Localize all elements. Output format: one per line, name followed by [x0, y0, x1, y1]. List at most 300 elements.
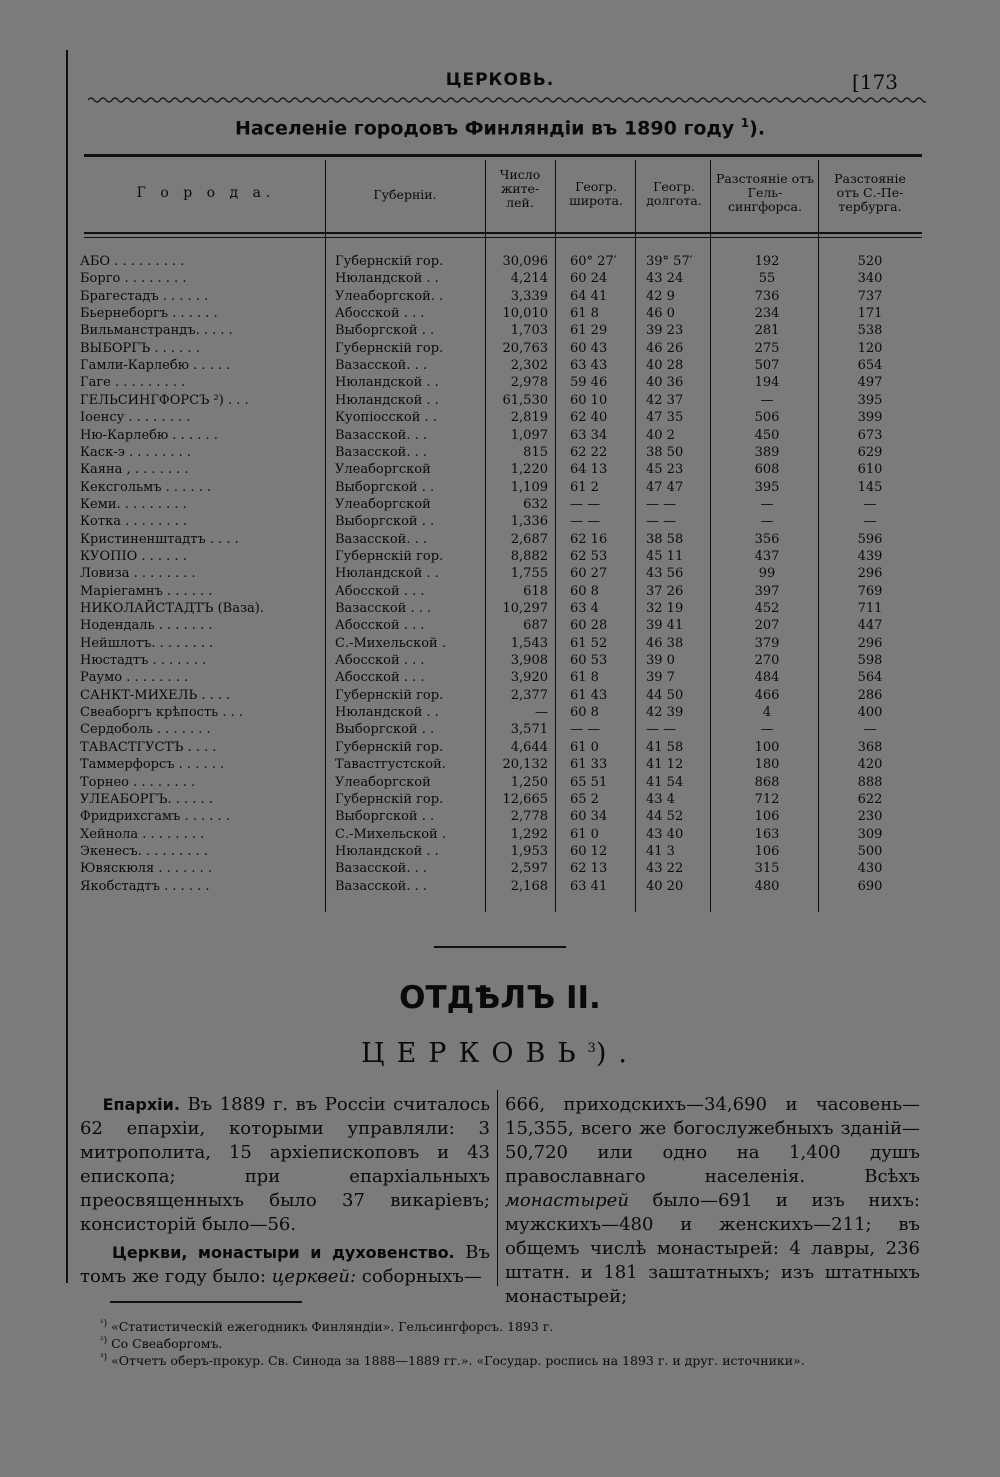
- cell-province: Абосской . . .: [335, 306, 425, 322]
- cell-longitude: 46 26: [646, 340, 684, 356]
- cell-city-name: Брагестадъ . . . . . .: [80, 288, 209, 304]
- cell-distance-helsingfors: 194: [754, 375, 780, 391]
- cell-longitude: 41 3: [646, 843, 675, 859]
- table-row: [0, 496, 1000, 513]
- cell-longitude: 39 7: [646, 670, 675, 686]
- table-row: [0, 392, 1000, 409]
- table-row: [0, 860, 1000, 877]
- cell-population: 10,297: [502, 601, 548, 616]
- cell-longitude: 44 52: [646, 809, 684, 825]
- table-row: [0, 357, 1000, 374]
- cell-longitude: 42 39: [646, 705, 684, 721]
- cell-distance-helsingfors: 270: [754, 653, 780, 669]
- table-row: [0, 305, 1000, 322]
- section-subtitle-note: 3: [587, 1041, 596, 1056]
- cell-population: 1,220: [510, 462, 548, 478]
- cell-distance-helsingfors: 389: [754, 444, 780, 460]
- cell-population: 3,908: [510, 653, 548, 669]
- cell-distance-helsingfors: 507: [754, 358, 780, 374]
- cell-latitude: — —: [570, 514, 601, 530]
- cell-distance-petersburg: 145: [857, 479, 883, 495]
- table-title-footnote-mark: 1: [740, 116, 750, 130]
- cell-city-name: Каяна , . . . . . . .: [80, 462, 189, 478]
- cell-distance-helsingfors: —: [760, 514, 774, 530]
- cell-city-name: Ню-Карлебю . . . . . .: [80, 427, 218, 443]
- cell-latitude: 60 34: [570, 809, 608, 825]
- cell-distance-helsingfors: 379: [754, 635, 780, 651]
- cell-province: Вазасской. . .: [335, 878, 427, 894]
- cell-city-name: Хейнола . . . . . . . .: [80, 826, 205, 842]
- cell-distance-petersburg: 439: [857, 548, 883, 564]
- col-header-lat: Геогр. широта.: [569, 179, 623, 208]
- paragraph-body: Въ томъ же году было:: [80, 1242, 490, 1287]
- cell-latitude: 61 0: [570, 826, 599, 842]
- cell-city-name: УЛЕАБОРГЪ. . . . . .: [80, 791, 213, 807]
- cell-latitude: 60 8: [570, 705, 599, 721]
- paragraph-eparchies: [80, 1093, 490, 1237]
- cell-city-name: Нюстадтъ . . . . . . .: [80, 653, 207, 669]
- cell-province: Выборгской . .: [335, 722, 435, 738]
- cell-latitude: 61 8: [570, 306, 599, 322]
- cell-latitude: 60 10: [570, 392, 608, 408]
- cell-distance-helsingfors: 712: [754, 791, 780, 807]
- cell-province: Тавастгустской.: [335, 757, 446, 773]
- table-row: [0, 479, 1000, 496]
- cell-distance-petersburg: 622: [857, 791, 883, 807]
- cell-distance-helsingfors: 106: [754, 843, 780, 859]
- cell-longitude: 43 40: [646, 826, 684, 842]
- cell-province: Выборгской . .: [335, 514, 435, 530]
- cell-distance-petersburg: 395: [857, 392, 883, 408]
- cell-distance-petersburg: 497: [857, 375, 883, 391]
- cell-province: Абосской . . .: [335, 583, 425, 599]
- column-divider: [497, 1090, 498, 1286]
- table-title-text: Населеніе городовъ Финляндіи въ 1890 году: [234, 117, 735, 140]
- cell-longitude: 40 36: [646, 375, 684, 391]
- cell-distance-helsingfors: 868: [754, 774, 780, 790]
- cell-population: 20,763: [502, 340, 548, 356]
- cell-distance-helsingfors: 452: [754, 601, 780, 616]
- cell-population: 632: [523, 496, 548, 512]
- section-subtitle-text: ЦЕРКОВЬ: [361, 1038, 588, 1069]
- cell-distance-helsingfors: 397: [754, 583, 780, 599]
- footnote-3: [80, 1350, 920, 1369]
- cell-latitude: 62 53: [570, 548, 608, 564]
- cell-distance-helsingfors: —: [760, 496, 774, 512]
- table-row: [0, 721, 1000, 738]
- cell-latitude: 64 41: [570, 288, 608, 304]
- paragraph-body: 666, приходскихъ—34,690 и часовень—15,355, всего же богослужебныхъ зданій—50,720 или одно на 1,400 душъ православнаго населенія. Всѣхъ: [505, 1094, 920, 1187]
- right-column-text: [505, 1093, 920, 1309]
- cell-city-name: Экенесъ. . . . . . . . .: [80, 843, 208, 859]
- cell-city-name: Котка . . . . . . . .: [80, 514, 188, 530]
- cell-province: Губернскій гор.: [335, 340, 444, 356]
- cell-distance-petersburg: 368: [857, 739, 883, 755]
- cell-distance-helsingfors: —: [760, 392, 774, 408]
- paragraph-heading: Церкви, монастыри и духовенство.: [112, 1243, 455, 1262]
- cell-longitude: 47 47: [646, 479, 684, 495]
- cell-longitude: 40 2: [646, 427, 675, 443]
- col-header-city: Г о р о д а.: [136, 185, 276, 201]
- paragraph-heading: Епархіи.: [102, 1095, 180, 1114]
- footnote-mark: ³): [100, 1353, 108, 1363]
- cell-distance-helsingfors: 4: [762, 705, 772, 721]
- cell-distance-helsingfors: 506: [754, 410, 780, 426]
- cell-distance-petersburg: 690: [857, 878, 883, 894]
- cell-city-name: Кристиненштадтъ . . . .: [80, 531, 239, 547]
- cell-population: 61,530: [502, 392, 548, 408]
- cell-distance-helsingfors: 99: [758, 566, 776, 582]
- page-number: [173: [852, 70, 898, 94]
- cell-province: Вазасской. . .: [335, 444, 427, 460]
- cell-latitude: 60 43: [570, 340, 608, 356]
- cell-distance-petersburg: 654: [857, 358, 883, 374]
- table-row: [0, 340, 1000, 357]
- cell-distance-helsingfors: 100: [754, 739, 780, 755]
- cell-distance-petersburg: 340: [857, 271, 883, 287]
- cell-population: 2,978: [510, 375, 548, 391]
- cell-city-name: Борго . . . . . . . .: [80, 271, 187, 287]
- cell-population: —: [535, 705, 548, 721]
- table-row: [0, 826, 1000, 843]
- col-header-gub: Губерніи.: [373, 187, 437, 202]
- cell-distance-petersburg: 520: [857, 254, 883, 269]
- cell-latitude: 61 43: [570, 687, 608, 703]
- cell-longitude: 46 38: [646, 635, 684, 651]
- cell-longitude: 38 58: [646, 531, 684, 547]
- paragraph-italic: церквей:: [271, 1266, 357, 1287]
- cell-distance-helsingfors: 356: [754, 531, 780, 547]
- table-top-rule: [84, 154, 922, 157]
- cell-latitude: 61 52: [570, 635, 608, 651]
- table-title-close: ).: [749, 117, 766, 140]
- table-row: [0, 513, 1000, 530]
- footnote-rule: [110, 1301, 302, 1303]
- cell-province: Вазасской. . .: [335, 358, 427, 374]
- cell-population: 2,819: [510, 410, 548, 426]
- table-row: [0, 704, 1000, 721]
- cell-city-name: Іоенсу . . . . . . . .: [80, 410, 191, 426]
- cell-city-name: Нейшлотъ. . . . . . . .: [80, 635, 214, 651]
- cell-distance-petersburg: 296: [857, 566, 883, 582]
- cell-longitude: 45 11: [646, 548, 684, 564]
- cell-distance-petersburg: —: [863, 496, 877, 512]
- cell-population: 12,665: [502, 791, 548, 807]
- cell-longitude: 45 23: [646, 462, 684, 478]
- cell-distance-petersburg: 286: [857, 687, 883, 703]
- running-header: ЦЕРКОВЬ.: [445, 70, 555, 90]
- cell-distance-petersburg: 120: [857, 340, 883, 356]
- cell-province: Вазасской. . .: [335, 531, 427, 547]
- cell-distance-petersburg: 500: [857, 843, 883, 859]
- col-header-dist-helsingfors: Разстояніе отъ Гель-сингфорса.: [715, 171, 815, 214]
- cell-latitude: 63 34: [570, 427, 608, 443]
- cell-city-name: НИКОЛАЙСТАДТЪ (Ваза).: [80, 601, 265, 616]
- cell-distance-helsingfors: 437: [754, 548, 780, 564]
- cell-latitude: 59 46: [570, 375, 608, 391]
- cell-population: 1,755: [510, 566, 548, 582]
- cell-population: 4,644: [510, 739, 548, 755]
- table-row: [0, 791, 1000, 808]
- cell-population: 618: [523, 583, 548, 599]
- cell-longitude: 43 24: [646, 271, 684, 287]
- footnote-mark: ¹): [100, 1319, 108, 1329]
- cell-latitude: — —: [570, 722, 601, 738]
- cell-longitude: — —: [646, 722, 677, 738]
- table-row: [0, 583, 1000, 600]
- cell-city-name: Сердоболь . . . . . . .: [80, 722, 211, 738]
- cell-distance-helsingfors: 395: [754, 479, 780, 495]
- table-row: [0, 878, 1000, 895]
- cell-population: 20,132: [502, 757, 548, 773]
- cell-latitude: 61 0: [570, 739, 599, 755]
- cell-distance-helsingfors: 736: [754, 288, 780, 304]
- cell-latitude: 61 33: [570, 757, 608, 773]
- cell-population: 3,920: [510, 670, 548, 686]
- cell-province: Вазасской. . .: [335, 861, 427, 877]
- cell-distance-helsingfors: 234: [754, 306, 780, 322]
- cell-city-name: АБО . . . . . . . . .: [80, 254, 185, 269]
- cell-distance-helsingfors: 480: [754, 878, 780, 894]
- footnote-text: «Статистическій ежегодникъ Финляндіи». Гельсингфорсъ. 1893 г.: [107, 1319, 554, 1335]
- table-row: [0, 548, 1000, 565]
- cell-latitude: 64 13: [570, 462, 608, 478]
- cell-latitude: 65 2: [570, 791, 599, 807]
- cell-distance-petersburg: 430: [857, 861, 883, 877]
- cell-city-name: Бьернеборгъ . . . . . .: [80, 306, 218, 322]
- cell-distance-helsingfors: 180: [754, 757, 780, 773]
- cell-latitude: 60 27: [570, 566, 608, 582]
- cell-population: 2,778: [510, 809, 548, 825]
- cell-population: 2,687: [510, 531, 548, 547]
- cell-distance-petersburg: 447: [857, 618, 883, 634]
- cell-latitude: 61 2: [570, 479, 599, 495]
- cell-city-name: Кексгольмъ . . . . . .: [80, 479, 212, 495]
- cell-distance-petersburg: 888: [857, 774, 883, 790]
- paragraph-italic: монастырей: [505, 1190, 629, 1211]
- table-title: [0, 116, 1000, 139]
- section-subtitle-close: ).: [595, 1038, 639, 1069]
- cell-province: Губернскій гор.: [335, 739, 444, 755]
- cell-population: 687: [523, 618, 548, 634]
- cell-city-name: ВЫБОРГЪ . . . . . .: [80, 340, 200, 356]
- cell-longitude: 47 35: [646, 410, 684, 426]
- cell-city-name: Маріегамнъ . . . . . .: [80, 583, 213, 599]
- table-row: [0, 843, 1000, 860]
- cell-province: Нюландской . .: [335, 566, 439, 582]
- cell-distance-petersburg: 296: [857, 635, 883, 651]
- cell-province: Губернскій гор.: [335, 687, 444, 703]
- cell-population: 3,339: [510, 288, 548, 304]
- table-row: [0, 808, 1000, 825]
- cell-province: Абосской . . .: [335, 618, 425, 634]
- cell-distance-petersburg: 769: [857, 583, 883, 599]
- cell-longitude: 40 20: [646, 878, 684, 894]
- left-column-text: [80, 1093, 490, 1289]
- cell-province: Вазасской . . .: [335, 601, 432, 616]
- cell-population: 30,096: [502, 254, 548, 269]
- table-row: [0, 600, 1000, 617]
- wavy-rule: [88, 96, 926, 104]
- cell-latitude: 60 24: [570, 271, 608, 287]
- cell-distance-petersburg: 610: [857, 462, 883, 478]
- cell-distance-petersburg: 171: [857, 306, 883, 322]
- table-row: [0, 531, 1000, 548]
- cell-city-name: Каск-э . . . . . . . .: [80, 444, 192, 460]
- cell-city-name: Ловиза . . . . . . . .: [80, 566, 196, 582]
- cell-city-name: Гаге . . . . . . . . .: [80, 375, 186, 391]
- cell-population: 1,250: [510, 774, 548, 790]
- cell-province: Губернскій гор.: [335, 791, 444, 807]
- cell-city-name: Фридрихсгамъ . . . . . .: [80, 809, 230, 825]
- cell-distance-helsingfors: 106: [754, 809, 780, 825]
- cell-distance-helsingfors: 281: [754, 323, 780, 339]
- cell-population: 815: [523, 444, 548, 460]
- cell-city-name: САНКТ-МИХЕЛЬ . . . .: [80, 687, 231, 703]
- cell-population: 3,571: [510, 722, 548, 738]
- cell-latitude: 60 28: [570, 618, 608, 634]
- cell-longitude: 43 4: [646, 791, 675, 807]
- cell-population: 1,109: [510, 479, 548, 495]
- paragraph-body: Въ 1889 г. въ Россіи считалось 62 епархіи, которыми управляли: 3 митрополита, 15 архіепископовъ и 43 епископа; при епархіальныхъ преосвященныхъ было 37 викаріевъ; консисторій было—56.: [80, 1094, 490, 1235]
- cell-city-name: Таммерфорсъ . . . . . .: [80, 757, 225, 773]
- cell-longitude: 41 54: [646, 774, 684, 790]
- cell-province: Губернскій гор.: [335, 548, 444, 564]
- cell-latitude: — —: [570, 496, 601, 512]
- cell-province: С.-Михельской .: [335, 635, 446, 651]
- cell-longitude: 42 37: [646, 392, 684, 408]
- cell-province: Выборгской . .: [335, 323, 435, 339]
- section-subtitle: [0, 1038, 1000, 1069]
- cell-distance-petersburg: 420: [857, 757, 883, 773]
- cell-longitude: — —: [646, 514, 677, 530]
- cell-province: Вазасской. . .: [335, 427, 427, 443]
- cell-latitude: 60° 27′: [570, 254, 617, 269]
- table-row: [0, 427, 1000, 444]
- table-row: [0, 409, 1000, 426]
- footnote-text: Со Свеаборгомъ.: [107, 1336, 223, 1352]
- table-row: [0, 322, 1000, 339]
- paragraph-churches: [80, 1241, 490, 1289]
- table-row: [0, 444, 1000, 461]
- cell-longitude: 44 50: [646, 687, 684, 703]
- table-row: [0, 756, 1000, 773]
- cell-province: Выборгской . .: [335, 809, 435, 825]
- cell-distance-petersburg: 598: [857, 653, 883, 669]
- cell-province: Улеаборгской: [335, 774, 431, 790]
- cell-city-name: КУОПІО . . . . . .: [80, 548, 187, 564]
- table-row: [0, 635, 1000, 652]
- cell-distance-petersburg: 564: [857, 670, 883, 686]
- cell-distance-petersburg: —: [863, 722, 877, 738]
- cell-province: Выборгской . .: [335, 479, 435, 495]
- cell-distance-petersburg: 399: [857, 410, 883, 426]
- cell-city-name: Вильманстрандъ. . . . .: [80, 323, 233, 339]
- col-header-pop: Число жите-лей.: [499, 167, 541, 210]
- cell-province: Абосской . . .: [335, 653, 425, 669]
- cell-population: 4,214: [510, 271, 548, 287]
- cell-longitude: 40 28: [646, 358, 684, 374]
- cell-province: С.-Михельской .: [335, 826, 446, 842]
- cell-latitude: 65 51: [570, 774, 608, 790]
- cell-longitude: 39 23: [646, 323, 684, 339]
- paragraph-body: было—691 и изъ нихъ: мужскихъ—480 и женскихъ—211; въ общемъ числѣ монастырей: 4 лавры, 236 штатн. и 181 заштатныхъ; изъ штатныхъ монастырей;: [505, 1190, 920, 1307]
- table-header-rule: [84, 232, 922, 234]
- cell-distance-petersburg: 400: [857, 705, 883, 721]
- cell-distance-helsingfors: 192: [754, 254, 780, 269]
- cell-city-name: Ювяскюля . . . . . . .: [80, 861, 213, 877]
- cell-population: 1,703: [510, 323, 548, 339]
- cell-latitude: 63 43: [570, 358, 608, 374]
- cell-population: 1,336: [510, 514, 548, 530]
- cell-longitude: 39 41: [646, 618, 684, 634]
- cell-distance-helsingfors: 315: [754, 861, 780, 877]
- cell-distance-petersburg: 596: [857, 531, 883, 547]
- cell-population: 1,543: [510, 635, 548, 651]
- cell-longitude: — —: [646, 496, 677, 512]
- cell-distance-petersburg: 737: [857, 288, 883, 304]
- cell-population: 2,377: [510, 687, 548, 703]
- cell-distance-helsingfors: 55: [758, 271, 776, 287]
- table-row: [0, 669, 1000, 686]
- cell-latitude: 63 4: [570, 601, 599, 616]
- cell-distance-helsingfors: 608: [754, 462, 780, 478]
- cell-latitude: 60 12: [570, 843, 608, 859]
- cell-province: Улеаборгской: [335, 462, 431, 478]
- table-row: [0, 374, 1000, 391]
- cell-latitude: 63 41: [570, 878, 608, 894]
- cell-distance-petersburg: 230: [857, 809, 883, 825]
- cell-longitude: 39° 57′: [646, 254, 693, 269]
- cell-longitude: 41 58: [646, 739, 684, 755]
- cell-distance-petersburg: 673: [857, 427, 883, 443]
- table-row: [0, 270, 1000, 287]
- cell-latitude: 60 8: [570, 583, 599, 599]
- cell-longitude: 42 9: [646, 288, 675, 304]
- cell-province: Нюландской . .: [335, 705, 439, 721]
- table-row: [0, 739, 1000, 756]
- cell-province: Улеаборгской. .: [335, 288, 444, 304]
- cell-province: Нюландской . .: [335, 375, 439, 391]
- cell-distance-helsingfors: 484: [754, 670, 780, 686]
- cell-population: 10,010: [502, 306, 548, 322]
- footnote-mark: ²): [100, 1336, 108, 1346]
- cell-province: Нюландской . .: [335, 392, 439, 408]
- cell-longitude: 37 26: [646, 583, 684, 599]
- paragraph-body: соборныхъ—: [356, 1266, 482, 1287]
- cell-distance-petersburg: 309: [857, 826, 883, 842]
- section-divider: [434, 946, 566, 948]
- cell-latitude: 62 22: [570, 444, 608, 460]
- cell-latitude: 62 16: [570, 531, 608, 547]
- cell-city-name: ГЕЛЬСИНГФОРСЪ ²) . . .: [80, 392, 249, 408]
- cell-distance-helsingfors: 207: [754, 618, 780, 634]
- cell-longitude: 43 56: [646, 566, 684, 582]
- cell-city-name: Нодендаль . . . . . . .: [80, 618, 213, 634]
- cell-distance-helsingfors: 275: [754, 340, 780, 356]
- cell-province: Улеаборгской: [335, 496, 431, 512]
- table-row: [0, 565, 1000, 582]
- cell-distance-helsingfors: —: [760, 722, 774, 738]
- cell-population: 8,882: [510, 548, 548, 564]
- cell-distance-helsingfors: 163: [754, 826, 780, 842]
- cell-city-name: Торнео . . . . . . . .: [80, 774, 196, 790]
- cell-city-name: Раумо . . . . . . . .: [80, 670, 189, 686]
- cell-latitude: 61 29: [570, 323, 608, 339]
- cell-longitude: 46 0: [646, 306, 675, 322]
- cell-distance-helsingfors: 466: [754, 687, 780, 703]
- table-row: [0, 617, 1000, 634]
